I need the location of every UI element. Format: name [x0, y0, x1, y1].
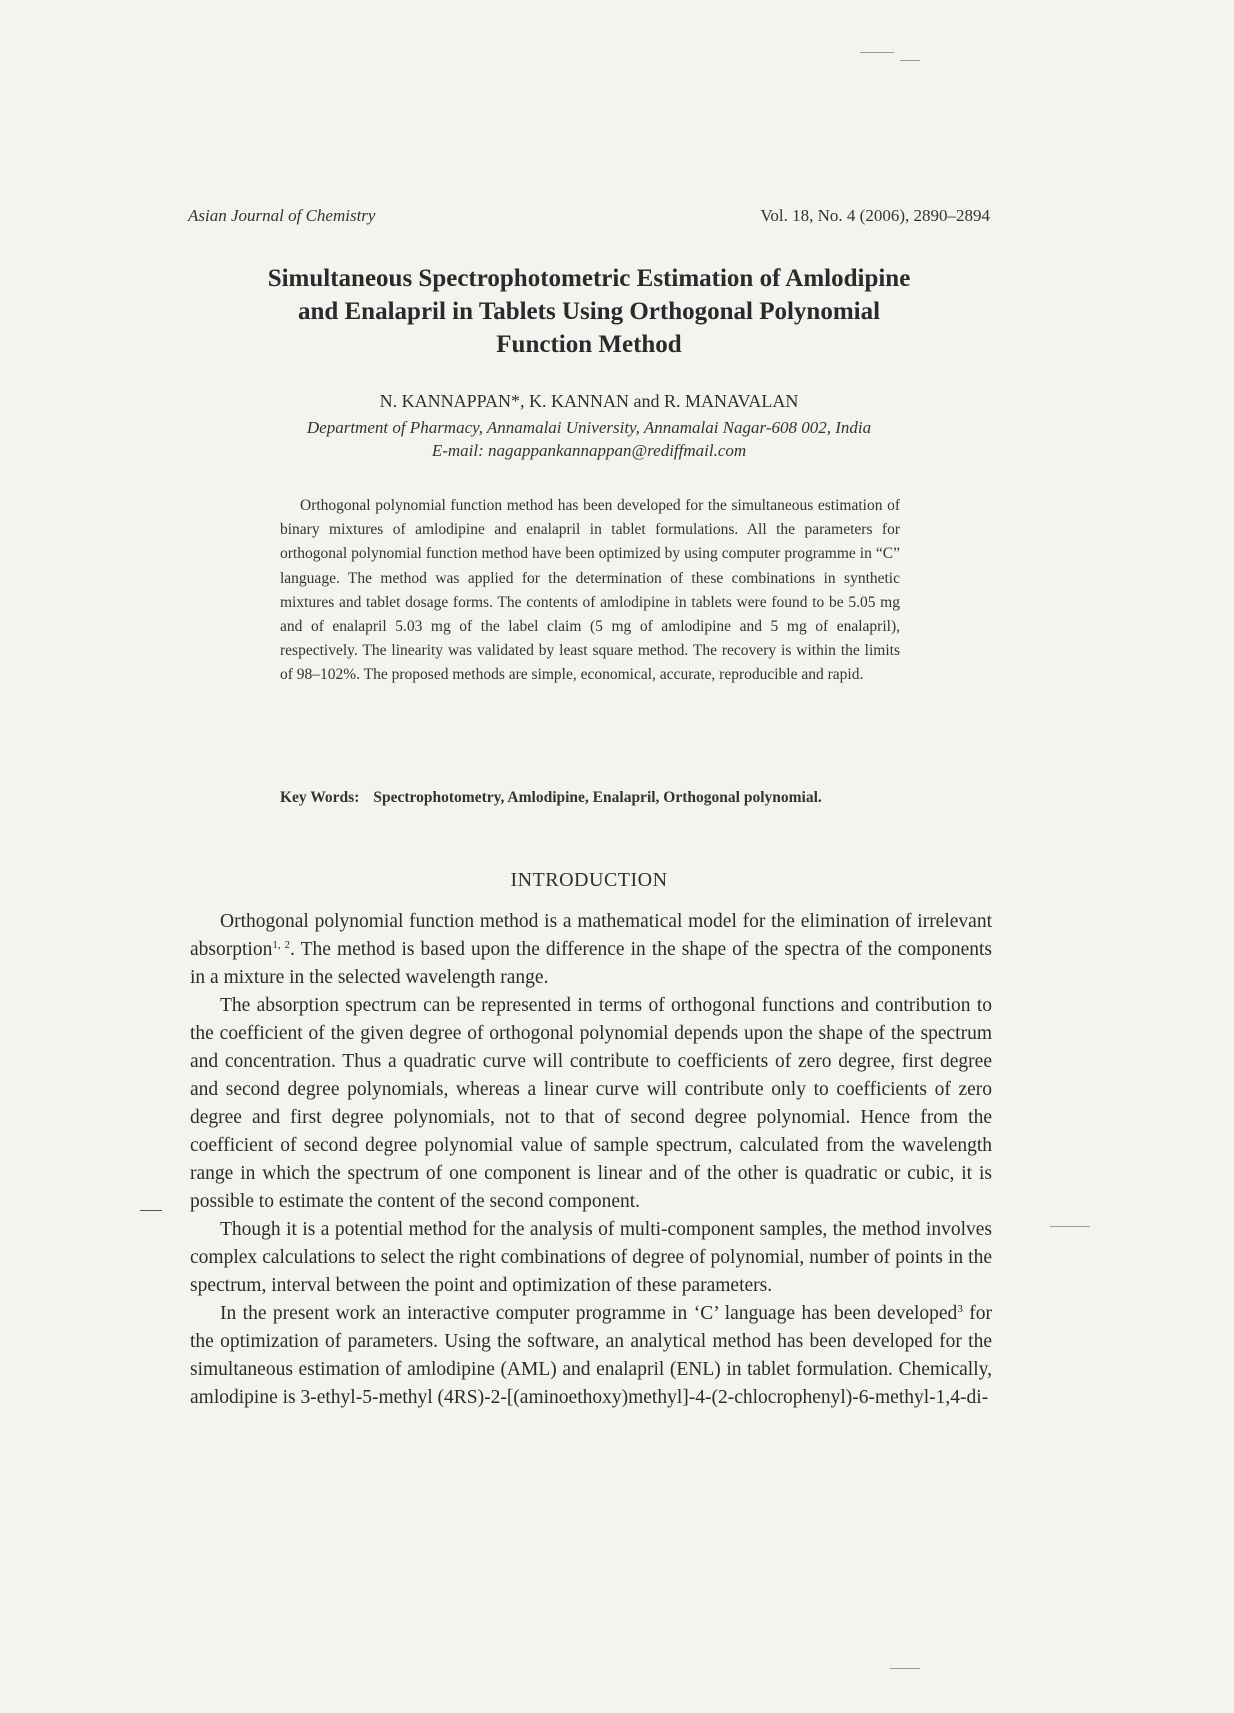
keywords-label: Key Words: — [280, 789, 360, 806]
paragraph-1: Orthogonal polynomial function method is a mathematical model for the elimination of irrelevant absorption$^{1, 2}$. The method is based upon the difference in the shape of the spectra of the components in a mixture in the selected wavelength range. — [190, 911, 993, 988]
margin-mark — [140, 1210, 162, 1211]
title-line-2: and Enalapril in Tablets Using Orthogonal Polynomial — [297, 298, 881, 325]
paragraph-3: Though it is a potential method for the analysis of multi-component samples, the method involves complex calculations to select the right combinations of degree of polynomial, number of points in the spectrum, interval between the point and optimization of these parameters. — [190, 1219, 992, 1296]
scan-speck — [860, 52, 894, 53]
keywords — [280, 786, 900, 810]
volume-info: Vol. 18, No. 4 (2006), 2890–2894 — [760, 206, 990, 225]
title-line-3: Function Method — [496, 331, 682, 358]
keywords-text: Spectrophotometry, Amlodipine, Enalapril, Orthogonal polynomial. — [373, 789, 822, 806]
author-list: N. KANNAPPAN*, K. KANNAN and R. MANAVALAN — [379, 391, 799, 411]
scan-speck — [1050, 1226, 1090, 1227]
section-heading-introduction: INTRODUCTION — [510, 869, 668, 891]
department: Department of Pharmacy, Annamalai University, Annamalai Nagar-608 002, India — [306, 418, 872, 437]
affiliation — [188, 416, 990, 462]
paper-title — [188, 262, 990, 361]
citation-3: 3 — [957, 1303, 963, 1315]
paragraph-4: In the present work an interactive computer programme in ‘C’ language has been developed$^3$ for the optimization of parameters. Using the software, an analytical method has been developed for the simultaneous estimation of amlodipine (AML) and enalapril (ENL) in tablet formulation. Chemically, amlodipine is 3-ethyl-5-methyl (4RS)-2-[(aminoethoxy)methyl]-4-(2-chlocrophenyl)-6-methyl-1,4-di- — [190, 1303, 992, 1408]
title-line-1: Simultaneous Spectrophotometric Estimation of Amlodipine — [267, 265, 911, 292]
paragraph-2: The absorption spectrum can be represented in terms of orthogonal functions and contribution to the coefficient of the given degree of orthogonal polynomial depends upon the shape of the spectrum and concentration. Thus a quadratic curve will contribute to coefficients of zero degree, first degree and second degree polynomials, whereas a linear curve will contribute only to coefficients of zero degree and first degree polynomials, not to that of second degree polynomial. Hence from the coefficient of second degree polynomial value of sample spectrum, calculated from the wavelength range in which the spectrum of one component is linear and of the other is quadratic or cubic, it is possible to estimate the content of the second component. — [190, 995, 992, 1212]
scan-speck — [890, 1668, 920, 1669]
scan-speck — [900, 60, 920, 61]
journal-name: Asian Journal of Chemistry — [188, 206, 376, 225]
introduction-body — [190, 908, 992, 1412]
abstract: Orthogonal polynomial function method has been developed for the simultaneous estimation of binary mixtures of amlodipine and enalapril in tablet formulations. All the parameters for orthogonal polynomial function method have been optimized by using computer programme in “C” language. The method was applied for the determination of these combinations in synthetic mixtures and tablet dosage forms. The contents of amlodipine in tablets were found to be 5.05 mg and of enalapril 5.03 mg of the label claim (5 mg of amlodipine and 5 mg of enalapril), respectively. The linearity was validated by least square method. The recovery is within the limits of 98–102%. The proposed methods are simple, economical, accurate, reproducible and rapid. — [280, 497, 900, 684]
email: E-mail: nagappankannappan@rediffmail.com — [431, 441, 747, 460]
citation-1-2: 1, 2 — [272, 939, 291, 951]
